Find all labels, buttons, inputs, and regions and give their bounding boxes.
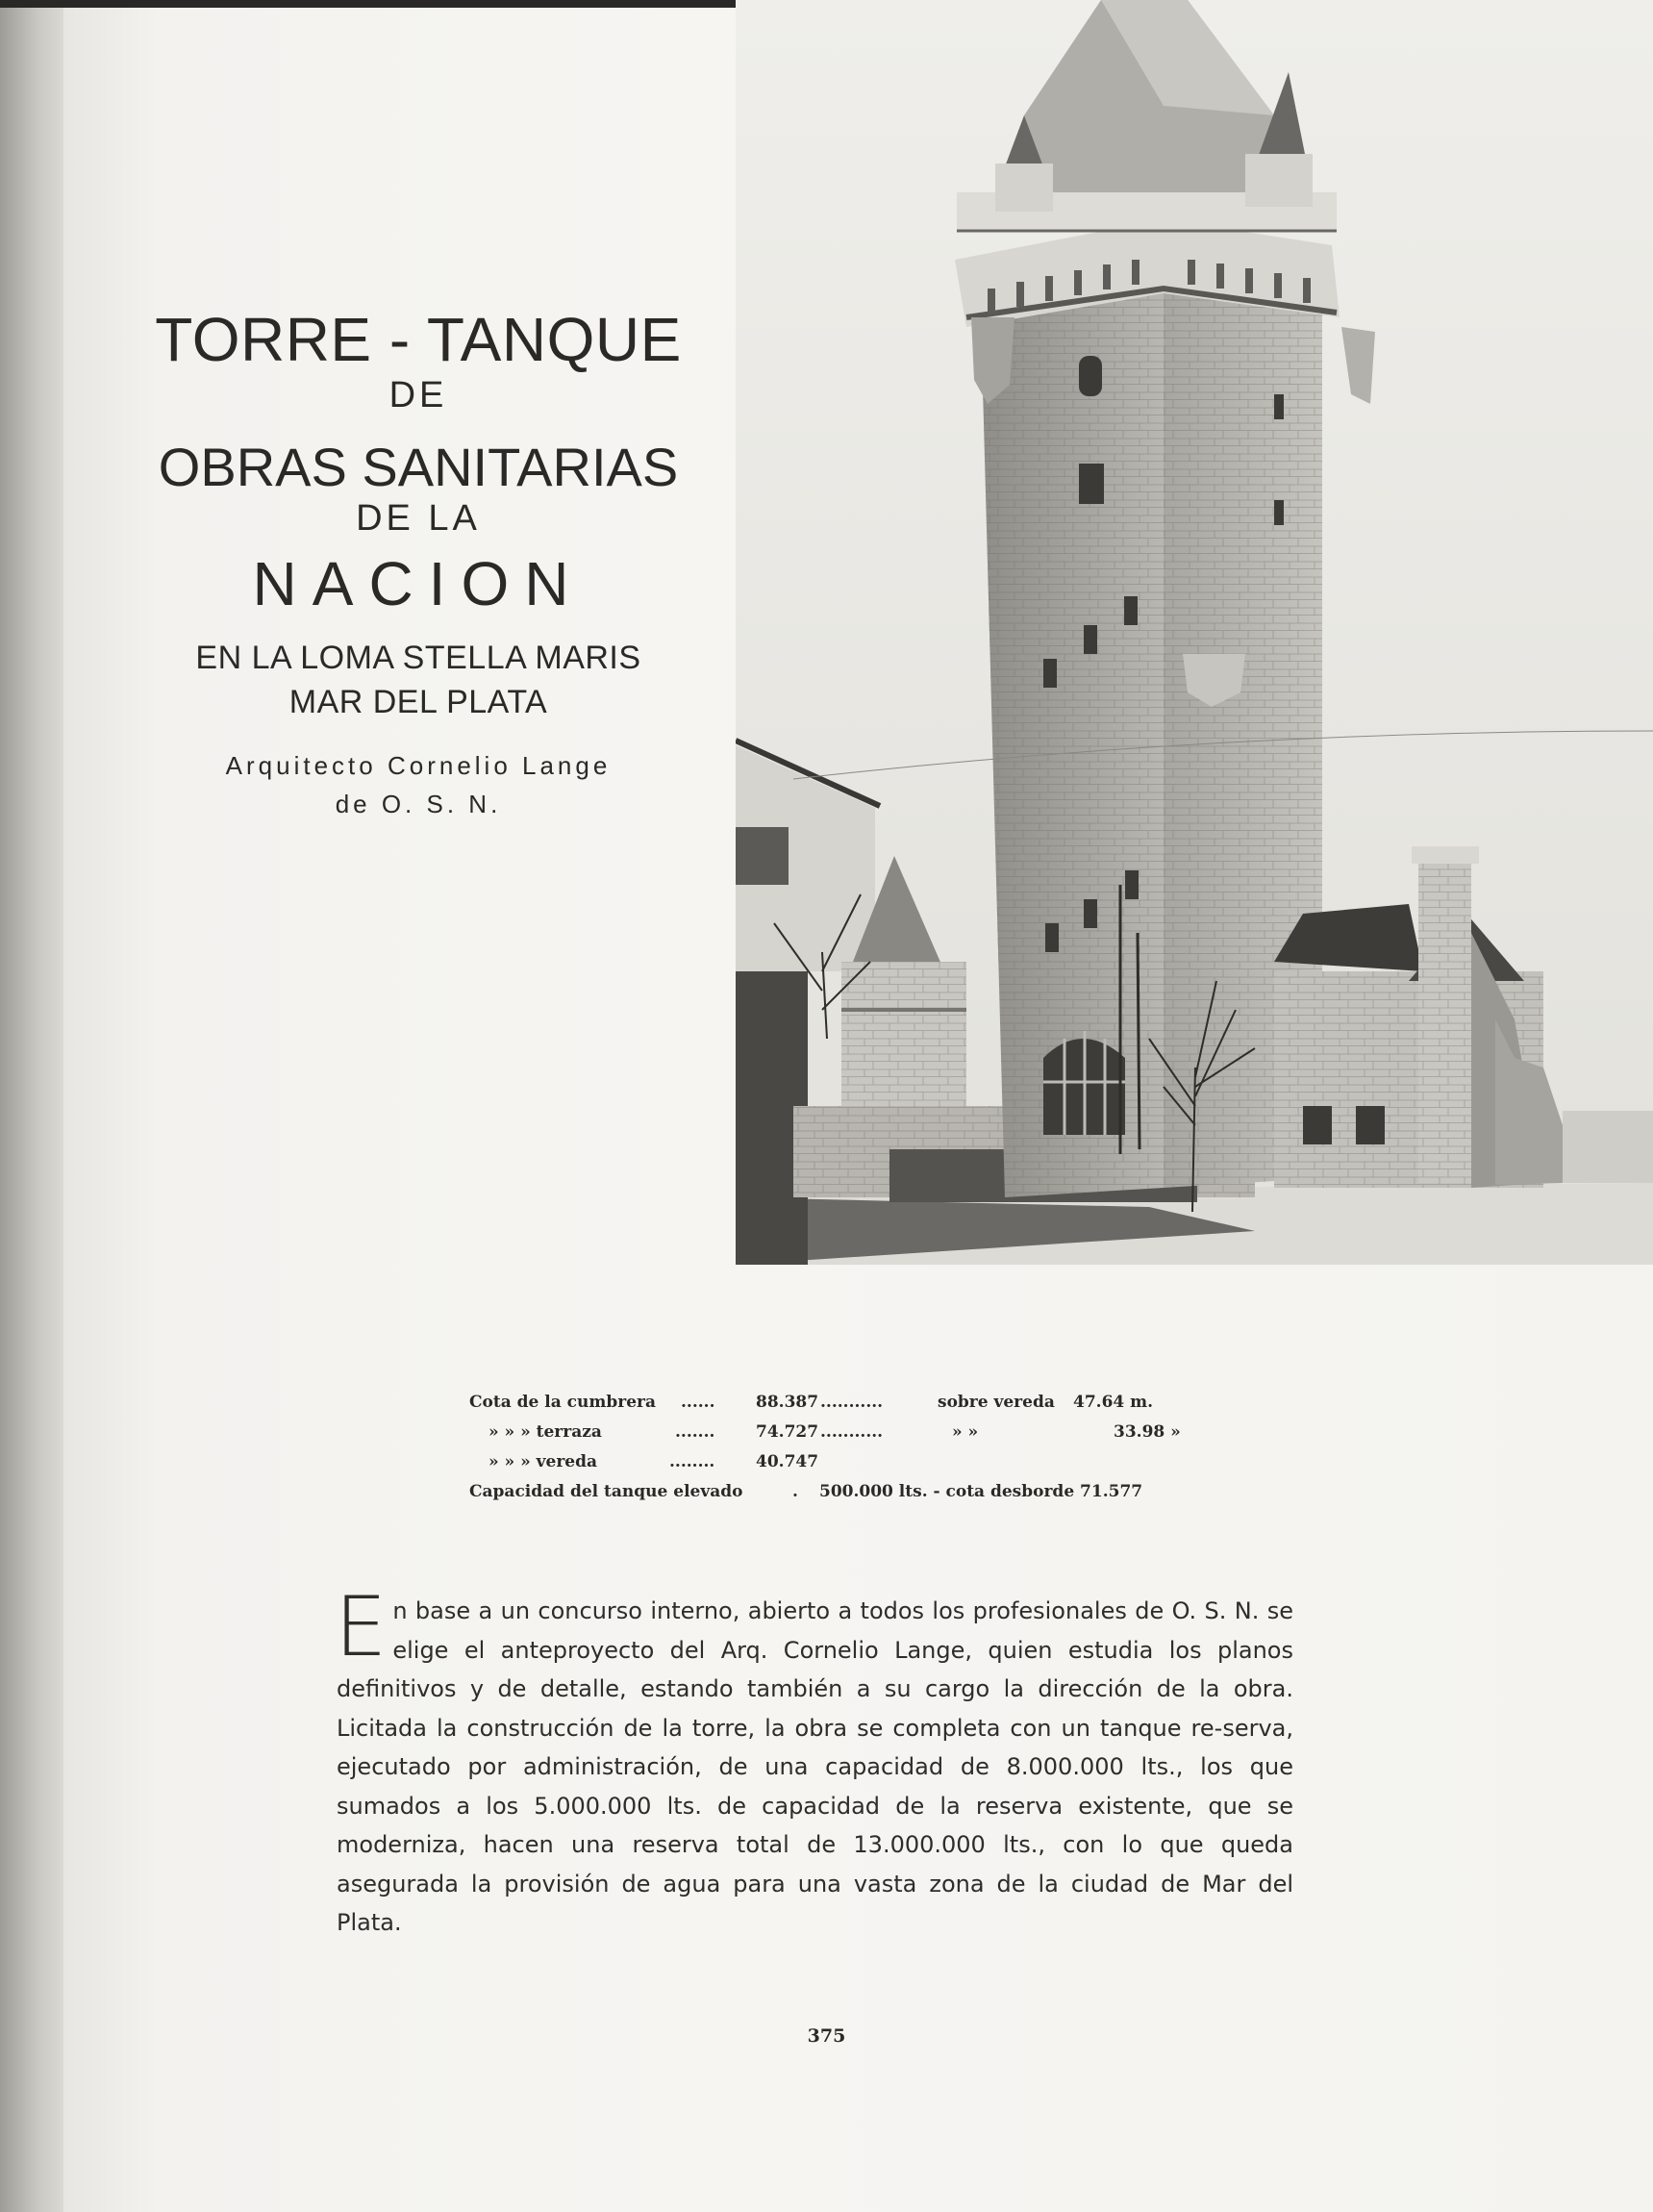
spec-value: 500.000 lts. - cota desborde 71.577 [819, 1482, 1143, 1501]
title-block [135, 305, 702, 824]
spec-relative-label: » » [952, 1422, 979, 1442]
spec-dots: ........... [820, 1422, 884, 1442]
specifications-table [469, 1393, 1200, 1512]
page-gutter-shadow [0, 0, 67, 2212]
spec-relative-value: 33.98 » [1114, 1422, 1181, 1442]
spec-label: Capacidad del tanque elevado [469, 1482, 743, 1501]
spec-label: Cota de la cumbrera [469, 1393, 656, 1412]
spec-dots: ........ [669, 1452, 715, 1471]
title-line-2: DE [388, 375, 448, 416]
spec-relative-label: sobre vereda [938, 1393, 1055, 1412]
title-line-4: DE LA [356, 498, 481, 540]
body-text: n base a un concurso interno, abierto a todos los profesionales de O. S. N. se elige el anteproyecto del Arq. Cornelio Lange, quien estudia los planos definitivos y de detalle, estando también a su cargo la dirección de la obra. Licitada la construcción de la torre, la obra se completa con un tanque re-serva, ejecutado por administración, de una capacidad de 8.000.000 lts., los que sumados a los 5.000.000 lts. de capacidad de la reserva existente, que se moderniza, hacen una reserva total de 13.000.000 lts., con lo que queda asegurada la provisión de agua para una vasta zona de la ciudad de Mar del Plata. [337, 1597, 1293, 1936]
spec-label: » » » vereda [488, 1452, 597, 1471]
architect-org: de O. S. N. [335, 790, 502, 819]
spec-dots: ...... [681, 1393, 715, 1412]
spec-value: 88.387 [756, 1393, 819, 1412]
spec-row [469, 1422, 1200, 1452]
spec-dots: . [792, 1482, 798, 1501]
spec-value: 74.727 [756, 1422, 819, 1442]
subtitle-city: MAR DEL PLATA [288, 684, 548, 721]
title-line-5: NACION [252, 548, 585, 618]
spec-row [469, 1393, 1200, 1422]
spec-row [469, 1452, 1200, 1482]
tower-photograph [736, 0, 1653, 1265]
architect-credit: Arquitecto Cornelio Lange [225, 751, 612, 781]
spec-dots: ....... [675, 1422, 715, 1442]
spec-row [469, 1482, 1200, 1512]
subtitle-location: EN LA LOMA STELLA MARIS [195, 640, 641, 677]
page-number: 375 [807, 2025, 846, 2047]
drop-cap: E [335, 1579, 388, 1675]
title-line-3: OBRAS SANITARIAS [158, 436, 679, 497]
body-paragraph [335, 1579, 1293, 1943]
spec-dots: ........... [820, 1393, 884, 1412]
spec-value: 40.747 [756, 1452, 819, 1471]
spec-label: » » » terraza [488, 1422, 602, 1442]
title-line-1: TORRE - TANQUE [155, 305, 682, 374]
spec-relative-value: 47.64 m. [1073, 1393, 1154, 1412]
